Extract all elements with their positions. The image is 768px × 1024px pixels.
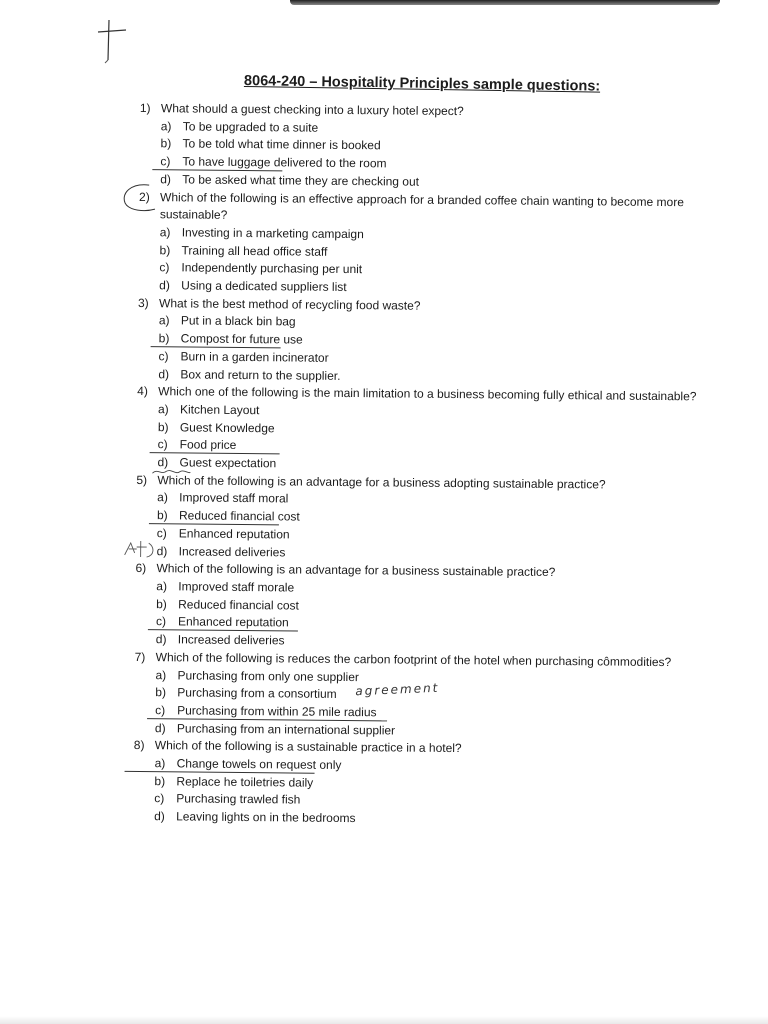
option-text: Using a dedicated suppliers list xyxy=(181,278,347,295)
options-list xyxy=(138,224,739,301)
options-list xyxy=(136,401,737,478)
scan-edge-bottom xyxy=(0,1016,768,1024)
handwritten-squiggle xyxy=(152,468,192,476)
question-text: Which of the following is reduces the carbon footprint of the hotel when purchasing cômmodities? xyxy=(155,649,672,669)
question-number: 7) xyxy=(134,649,146,664)
option-text: Kitchen Layout xyxy=(179,402,260,418)
question-number: 4) xyxy=(137,384,148,399)
scan-edge-shadow xyxy=(290,0,720,5)
option-text: Purchasing from within 25 mile radius xyxy=(177,703,377,720)
question-text: What is the best method of recycling food waste? xyxy=(158,295,421,313)
option-text: Purchasing trawled fish xyxy=(176,791,301,807)
question-4 xyxy=(136,383,737,477)
option-letter: a) xyxy=(154,756,166,771)
question-number: 6) xyxy=(135,561,147,576)
question-number: 1) xyxy=(139,100,151,116)
option-letter: d) xyxy=(156,543,168,558)
question-number: 5) xyxy=(136,472,148,487)
option-letter: c) xyxy=(160,154,171,169)
option-text: Box and return to the supplier. xyxy=(180,366,341,383)
option-text: Guest expectation xyxy=(179,455,277,471)
option-letter: b) xyxy=(156,596,167,611)
question-number: 8) xyxy=(133,738,145,753)
option-letter: b) xyxy=(157,419,169,434)
question-text: Which of the following is a sustainable practice in a hotel? xyxy=(154,738,462,756)
options-list xyxy=(137,312,738,389)
option-text: Improved staff moral xyxy=(179,490,289,506)
question-1 xyxy=(139,100,740,194)
option-letter: a) xyxy=(159,225,171,240)
option-letter: b) xyxy=(160,136,172,151)
option-text: Purchasing from a consortium xyxy=(177,685,337,702)
option-text: Compost for future use xyxy=(180,331,303,347)
question-number: 3) xyxy=(137,295,149,310)
option-text: To be told what time dinner is booked xyxy=(182,136,381,153)
option-letter: a) xyxy=(158,313,170,328)
option-text: To be asked what time they are checking out xyxy=(182,172,420,189)
option-text: Training all head office staff xyxy=(181,243,328,259)
question-text: What should a guest checking into a luxury hotel expect? xyxy=(160,101,464,119)
option-text: Enhanced reputation xyxy=(177,614,289,630)
question-text: Which of the following is an effective approach for a branded coffee chain wanting to become more sustainable? xyxy=(159,189,684,223)
option-letter: c) xyxy=(157,437,168,452)
option-text: Burn in a garden incinerator xyxy=(180,349,329,365)
staple-mark xyxy=(96,16,136,64)
option-text: Change towels on request only xyxy=(176,756,342,772)
option-letter: a) xyxy=(155,667,167,682)
question-5 xyxy=(136,472,737,566)
option-letter: c) xyxy=(155,703,166,718)
option-letter: d) xyxy=(160,172,171,187)
option-letter: d) xyxy=(154,720,166,735)
option-letter: d) xyxy=(158,366,170,381)
option-letter: c) xyxy=(156,526,167,541)
option-text: Purchasing from an international supplier xyxy=(176,720,396,738)
option-letter: c) xyxy=(155,614,167,629)
options-list xyxy=(134,666,735,743)
option-text: Reduced financial cost xyxy=(178,508,300,524)
option-letter: a) xyxy=(157,402,169,417)
option-text: Investing in a marketing campaign xyxy=(181,225,364,242)
question-2 xyxy=(138,189,739,301)
option-text: Enhanced reputation xyxy=(178,526,290,542)
option-text: Improved staff morale xyxy=(178,579,295,595)
option-letter: b) xyxy=(155,685,167,700)
question-7 xyxy=(134,649,735,743)
handwritten-note: agreement xyxy=(355,680,440,699)
option-letter: b) xyxy=(156,508,168,523)
document-title: 8064-240 – Hospitality Principles sample questions: xyxy=(243,73,601,95)
option-text: Leaving lights on in the bedrooms xyxy=(176,809,356,826)
question-number: 2) xyxy=(139,189,150,204)
options-list xyxy=(133,755,734,832)
option-letter: c) xyxy=(159,260,170,275)
option-text: Reduced financial cost xyxy=(178,597,299,613)
option-text: Increased deliveries xyxy=(178,543,286,559)
option-letter: c) xyxy=(154,791,165,806)
question-text: Which one of the following is the main limitation to a business becoming fully ethical and sustainable? xyxy=(158,384,697,404)
options-list xyxy=(135,578,736,655)
option-text: To have luggage delivered to the room xyxy=(182,154,387,171)
option-letter: a) xyxy=(160,118,172,134)
option-text: Independently purchasing per unit xyxy=(181,260,363,277)
handwritten-circle xyxy=(121,182,171,212)
option-letter: d) xyxy=(159,278,170,293)
option-letter: d) xyxy=(157,455,169,470)
option-letter: b) xyxy=(154,773,166,788)
option-text: Food price xyxy=(179,437,237,453)
question-8 xyxy=(133,737,734,831)
option-letter: d) xyxy=(155,632,167,647)
questions-list xyxy=(133,100,740,832)
option-text: Replace he toiletries daily xyxy=(176,774,314,790)
question-3 xyxy=(137,295,738,389)
option-text: Guest Knowledge xyxy=(179,420,275,435)
option-letter: b) xyxy=(159,242,171,257)
handwritten-scribble xyxy=(123,538,157,560)
option-letter: a) xyxy=(157,490,168,505)
option-text: Put in a black bin bag xyxy=(180,313,296,329)
options-list xyxy=(136,489,737,566)
question-6 xyxy=(135,560,736,654)
option-text: Purchasing from only one supplier xyxy=(177,667,359,684)
option-letter: d) xyxy=(154,809,165,824)
question-text: Which of the following is an advantage for a business sustainable practice? xyxy=(156,561,556,580)
option-letter: b) xyxy=(158,331,170,346)
option-text: To be upgraded to a suite xyxy=(182,119,319,135)
question-text: Which of the following is an advantage for a business adopting sustainable practice? xyxy=(157,472,606,492)
options-list xyxy=(139,118,740,195)
option-text: Increased deliveries xyxy=(177,632,285,648)
option-letter: a) xyxy=(156,579,168,594)
option-letter: c) xyxy=(158,349,169,364)
